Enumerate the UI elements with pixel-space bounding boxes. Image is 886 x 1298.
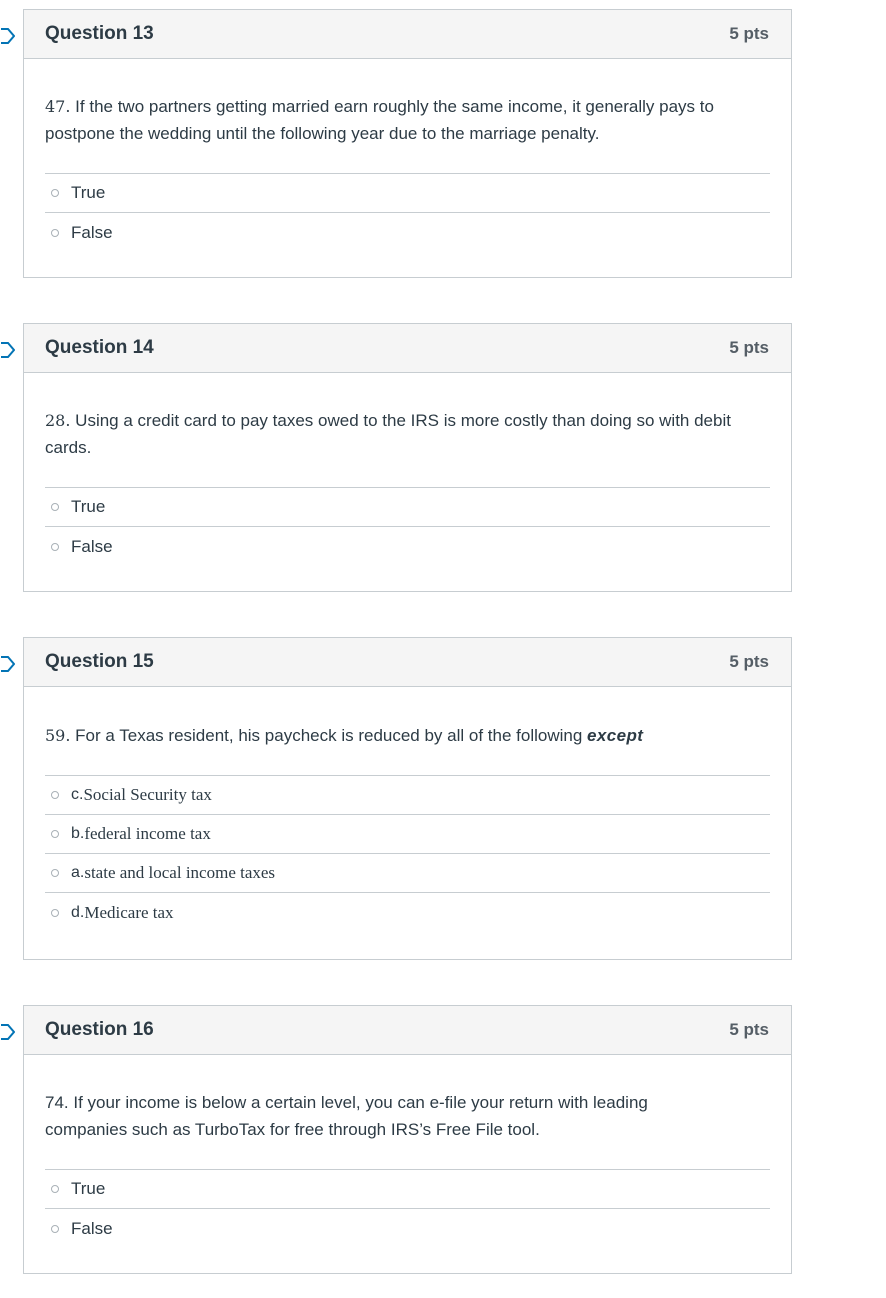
question-13 <box>23 9 792 278</box>
answer-false[interactable] <box>45 1209 770 1248</box>
question-body <box>24 407 791 566</box>
question-title: Question 16 <box>45 1019 154 1040</box>
question-body <box>24 1089 791 1248</box>
question-flag-icon[interactable] <box>1 656 15 672</box>
question-number: 59. <box>45 726 71 745</box>
question-number: 47. <box>45 97 71 116</box>
answer-label: Social Security tax <box>83 785 212 804</box>
question-prompt: Using a credit card to pay taxes owed to the IRS is more costly than doing so with debit cards. <box>45 411 731 457</box>
answer-label: False <box>71 222 113 242</box>
answer-letter: d. <box>71 903 85 921</box>
question-points: 5 pts <box>729 338 769 357</box>
question-16 <box>23 1005 792 1274</box>
answer-label: True <box>71 1179 106 1198</box>
emphasis-text: except <box>587 726 644 745</box>
radio-button[interactable] <box>51 1225 59 1233</box>
question-header <box>24 324 791 373</box>
question-points: 5 pts <box>729 1020 769 1039</box>
question-points: 5 pts <box>729 24 769 43</box>
answer-false[interactable] <box>45 213 770 252</box>
answer-list <box>45 173 770 252</box>
radio-button[interactable] <box>51 543 59 551</box>
radio-button[interactable] <box>51 791 59 799</box>
answer-letter: b. <box>71 825 85 842</box>
answer-true[interactable] <box>45 174 770 213</box>
answer-list <box>45 775 770 932</box>
question-text <box>45 1089 770 1143</box>
answer-true[interactable] <box>45 488 770 527</box>
question-body <box>24 722 791 932</box>
question-text <box>45 93 770 147</box>
answer-label: True <box>71 183 106 202</box>
question-14 <box>23 323 792 592</box>
question-flag-icon[interactable] <box>1 1024 15 1040</box>
question-flag-icon[interactable] <box>1 342 15 358</box>
answer-true[interactable] <box>45 1170 770 1209</box>
answer-option-a[interactable] <box>45 854 770 893</box>
question-title: Question 15 <box>45 651 154 672</box>
question-title: Question 13 <box>45 23 154 44</box>
question-text <box>45 407 770 461</box>
answer-option-b[interactable] <box>45 815 770 854</box>
answer-label: state and local income taxes <box>84 863 276 882</box>
radio-button[interactable] <box>51 503 59 511</box>
radio-button[interactable] <box>51 189 59 197</box>
question-prompt: 74. If your income is below a certain level, you can e-file your return with leading companies such as TurboTax for free through IRS’s Free File tool. <box>45 1093 648 1139</box>
answer-option-c[interactable] <box>45 776 770 815</box>
question-header <box>24 10 791 59</box>
answer-label: True <box>71 497 106 516</box>
radio-button[interactable] <box>51 1185 59 1193</box>
radio-button[interactable] <box>51 229 59 237</box>
answer-false[interactable] <box>45 527 770 566</box>
answer-letter: c. <box>71 786 84 803</box>
question-prompt: For a Texas resident, his paycheck is reduced by all of the following <box>70 726 588 745</box>
answer-option-d[interactable] <box>45 893 770 932</box>
question-header <box>24 638 791 687</box>
answer-list <box>45 1169 770 1248</box>
question-number: 28. <box>45 411 71 430</box>
answer-list <box>45 487 770 566</box>
answer-letter: a. <box>71 864 85 881</box>
question-title: Question 14 <box>45 337 154 358</box>
question-header <box>24 1006 791 1055</box>
question-points: 5 pts <box>729 652 769 671</box>
answer-label: Medicare tax <box>84 902 174 922</box>
answer-label: federal income tax <box>84 824 211 843</box>
radio-button[interactable] <box>51 830 59 838</box>
question-prompt: If the two partners getting married earn roughly the same income, it generally pays to postpone the wedding until the following year due to the marriage penalty. <box>45 97 714 143</box>
question-text <box>45 722 770 749</box>
answer-label: False <box>71 536 113 556</box>
question-body <box>24 93 791 252</box>
radio-button[interactable] <box>51 909 59 917</box>
answer-label: False <box>71 1218 113 1238</box>
radio-button[interactable] <box>51 869 59 877</box>
question-15 <box>23 637 792 960</box>
question-flag-icon[interactable] <box>1 28 15 44</box>
